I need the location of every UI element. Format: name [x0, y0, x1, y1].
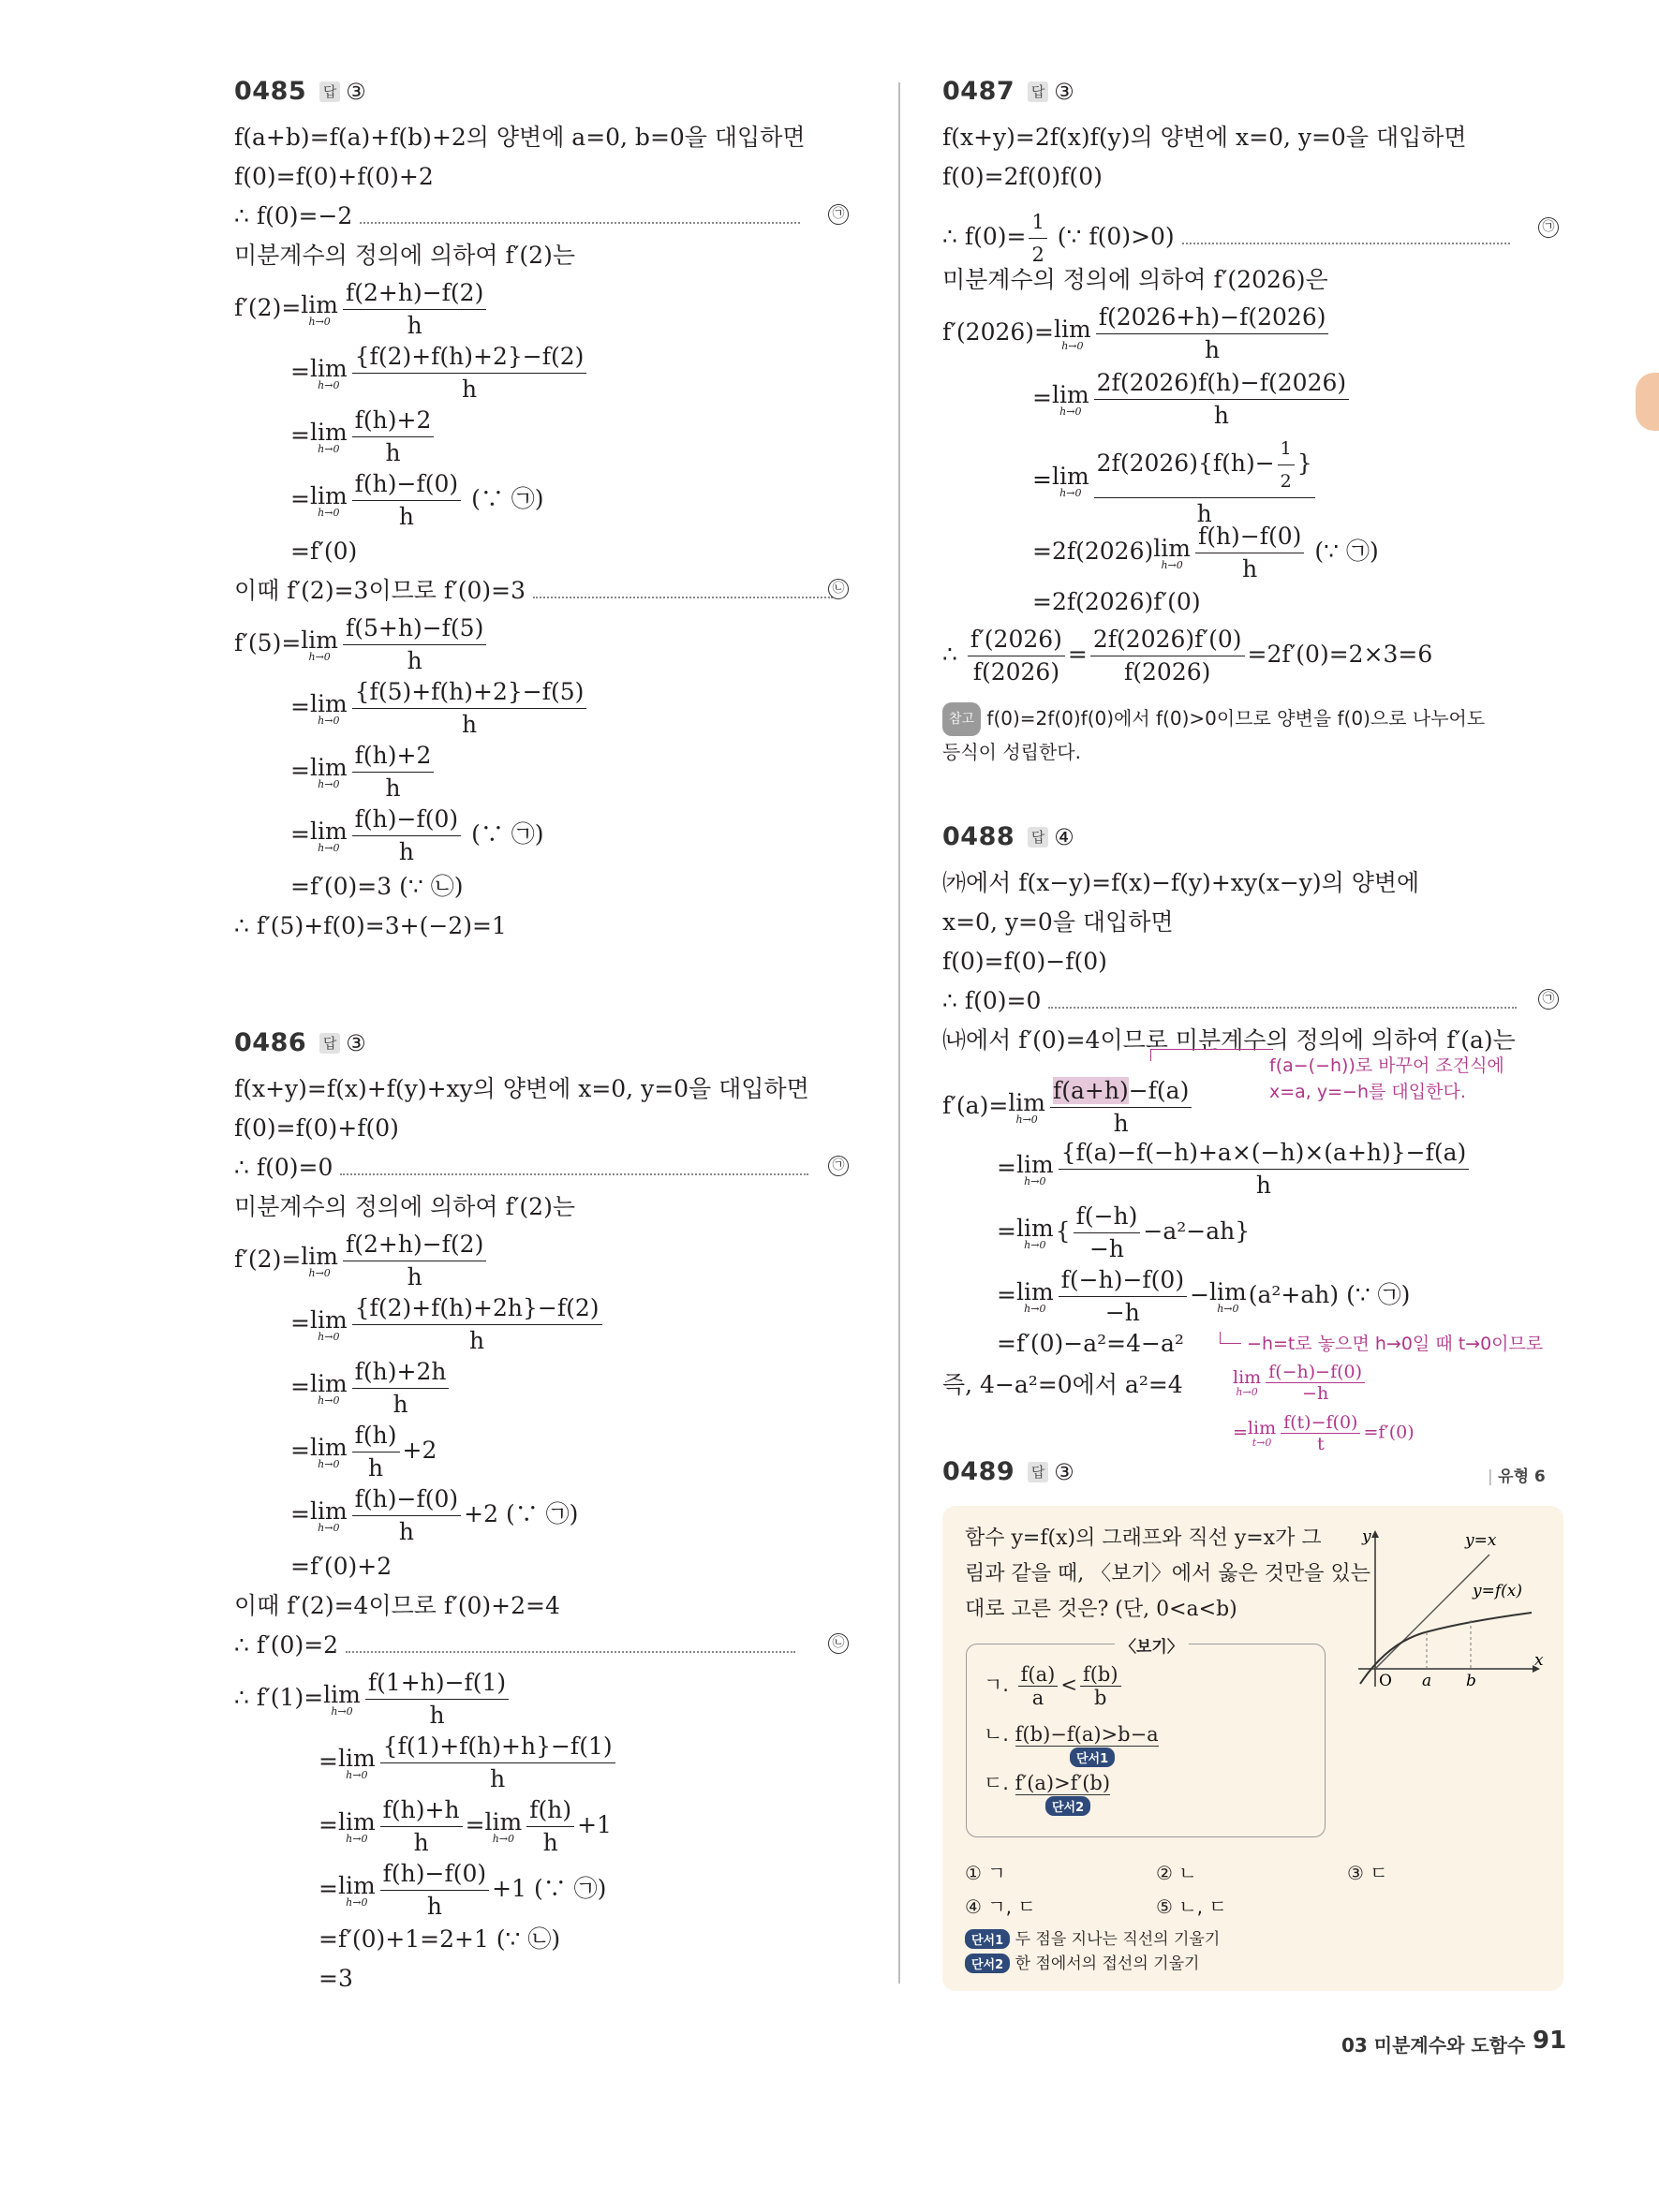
equation: = lim h→0 $\frac{\{f(2)+f(h)+2h\}-f(2)}{h}$	[290, 1292, 605, 1357]
answer-marker: 답	[1028, 81, 1048, 102]
circled-mark: ㉠	[1538, 989, 1559, 1010]
equation: =3	[318, 1965, 353, 1992]
equation: = lim h→0 $\frac{f(h)-f(0)}{h}$ (∵ ㉠)	[290, 470, 544, 530]
equation: = lim h→0 $\frac{\{f(2)+f(h)+2\}-f(2)}{h}$	[290, 341, 589, 406]
equation: = lim h→0 $\frac{f(h)+2}{h}$	[290, 405, 437, 469]
line-label: y=x	[1465, 1531, 1497, 1550]
problem-0489-header	[942, 1457, 1074, 1486]
question-text: 함수 y=f(x)의 그래프와 직선 y=x가 그 림과 같을 때, 〈보기〉에서 옳은 것만을 있는 대로 고른 것은? (단, 0<a<b)	[965, 1526, 1370, 1621]
equation: =f′(0)=3 (∵ ㉡)	[290, 873, 464, 900]
equation: =2f(2026)f′(0)	[1032, 588, 1201, 615]
answer-marker: 답	[319, 81, 340, 102]
choice-5[interactable]: ⑤ ㄴ, ㄷ	[1156, 1895, 1227, 1918]
choice-1[interactable]: ① ㄱ	[965, 1862, 1006, 1884]
text-line: 이때 f′(2)=3이므로 f′(0)=3	[234, 575, 833, 607]
text-line: 즉, 4−a²=0에서 a²=4	[942, 1371, 1183, 1398]
problem-0487-header	[942, 77, 1074, 106]
equation: = lim h→0 2f(2026){f(h)− $\frac{1}{2}$ } h	[1032, 433, 1318, 530]
text-line: f(x+y)=2f(x)f(y)의 양변에 x=0, y=0을 대입하면	[942, 124, 1467, 151]
equation: = lim h→0 $\frac{f(h)}{h}$ +2	[290, 1422, 437, 1482]
bogi-item-3: ㄷ. f′(a)>f′(b)	[984, 1772, 1111, 1794]
hint-line-2: 단서2 한 점에서의 접선의 기울기	[965, 1950, 1199, 1973]
problem-number: 0486	[234, 1028, 307, 1057]
text-line: 미분계수의 정의에 의하여 f′(2)는	[234, 242, 575, 269]
bogi-item-1: ㄱ. $\frac{f(a)}{a}$ < $\frac{f(b)}{b}$	[984, 1663, 1124, 1709]
equation: = lim h→0 $\frac{f(h)+h}{h}$ = lim h→0 $\frac{f(h)}{h}$ +1	[318, 1796, 612, 1856]
answer-value: ③	[346, 1030, 366, 1056]
y-axis-label: y	[1362, 1527, 1371, 1546]
annotation-arrow	[1150, 1049, 1273, 1061]
equation: =f′(0)	[290, 538, 358, 565]
annotation-variable-change: −h=t로 놓으면 h→0일 때 t→0이므로	[1220, 1330, 1543, 1355]
x-axis-label: x	[1534, 1651, 1544, 1670]
text-line: ∴ f(0)=0	[942, 985, 1517, 1017]
problem-number: 0487	[942, 77, 1015, 106]
equation: = lim h→0 $\frac{\{f(1)+f(h)+h\}-f(1)}{h}$	[318, 1731, 618, 1795]
text-line: f(0)=f(0)+f(0)	[234, 1114, 399, 1142]
text-line: ∴ f′(5)+f(0)=3+(−2)=1	[234, 912, 507, 939]
problem-0485-header	[234, 77, 366, 106]
text-line: f(x+y)=f(x)+f(y)+xy의 양변에 x=0, y=0을 대입하면	[234, 1075, 809, 1102]
problem-number: 0489	[942, 1457, 1015, 1486]
equation: = lim h→0 $\frac{2f(2026)f(h)-f(2026)}{h}$	[1032, 367, 1352, 432]
equation: f′(2)= lim h→0 $\frac{f(2+h)-f(2)}{h}$	[234, 277, 489, 342]
circled-mark: ㉡	[828, 1633, 849, 1654]
answer-value: ③	[1054, 1459, 1074, 1485]
equation: =f′(0)+1=2+1 (∵ ㉡)	[318, 1925, 561, 1953]
equation: = lim h→0 $\frac{f(h)+2h}{h}$	[290, 1356, 452, 1421]
bogi-title: 〈보기〉	[1115, 1633, 1189, 1657]
text-line: f(0)=f(0)−f(0)	[942, 948, 1107, 975]
circled-mark: ㉡	[828, 579, 849, 599]
circled-mark: ㉠	[1538, 217, 1559, 238]
equation: = lim h→0 $\frac{f(-h)-f(0)}{-h}$ − lim h→0 (a²+ah) (∵ ㉠)	[997, 1266, 1411, 1326]
equation: =2f(2026) lim h→0 $\frac{f(h)-f(0)}{h}$ (∵ ㉠)	[1032, 523, 1379, 582]
curve-label: y=f(x)	[1473, 1582, 1522, 1600]
note-tag: 참고	[942, 702, 981, 736]
function-graph	[1349, 1523, 1549, 1691]
origin-label: O	[1379, 1672, 1392, 1690]
column-divider	[898, 82, 900, 1983]
equation: = lim h→0 $\frac{\{f(a)-f(-h)+a\times(-h)\times(a+h)\}-f(a)}{h}$	[997, 1137, 1472, 1202]
type-label: | 유형 6	[1488, 1467, 1546, 1486]
equation: = lim h→0 $\frac{f(h)-f(0)}{h}$ +2 (∵ ㉠)	[290, 1485, 579, 1545]
circled-mark: ㉠	[828, 1156, 849, 1176]
text-line: ㈏에서 f′(0)=4이므로 미분계수의 정의에 의하여 f′(a)는	[942, 1026, 1516, 1054]
answer-marker: 답	[1028, 1462, 1048, 1482]
hint-badge-2: 단서2	[1045, 1796, 1090, 1816]
a-label: a	[1422, 1672, 1432, 1690]
text-line: ㈎에서 f(x−y)=f(x)−f(y)+xy(x−y)의 양변에	[942, 869, 1420, 896]
reference-note: 참고 f(0)=2f(0)f(0)에서 f(0)>0이므로 양변을 f(0)으로 나누어도 등식이 성립한다.	[942, 702, 1485, 768]
equation: = lim h→0 $\frac{f(h)-f(0)}{h}$ (∵ ㉠)	[290, 805, 544, 865]
choice-2[interactable]: ② ㄴ	[1156, 1862, 1197, 1884]
answer-value: ③	[346, 79, 366, 105]
answer-value: ③	[1054, 79, 1074, 105]
answer-value: ④	[1054, 824, 1074, 850]
line-y-equals-x	[1375, 1555, 1489, 1669]
problem-0488-header	[942, 822, 1074, 851]
equation: f′(2)= lim h→0 $\frac{f(2+h)-f(2)}{h}$	[234, 1229, 489, 1293]
equation: = lim h→0 $\frac{\{f(5)+f(h)+2\}-f(5)}{h}$	[290, 676, 589, 741]
equation: =f′(0)−a²=4−a²	[997, 1330, 1184, 1357]
text-line: f(0)=2f(0)f(0)	[942, 163, 1103, 190]
text-line: 이때 f′(2)=4이므로 f′(0)+2=4	[234, 1592, 560, 1619]
text-line: 미분계수의 정의에 의하여 f′(2026)은	[942, 266, 1328, 293]
problem-0486-header	[234, 1028, 366, 1057]
hint-badge-1: 단서1	[1070, 1747, 1115, 1767]
hint-line-1: 단서1 두 점을 지나는 직선의 기울기	[965, 1925, 1220, 1949]
text-line: ∴ f(0)=0	[234, 1152, 808, 1184]
chapter-side-tab	[1636, 373, 1659, 431]
equation: ∴ f′(1)= lim h→0 $\frac{f(1+h)-f(1)}{h}$	[234, 1667, 511, 1732]
circled-mark: ㉠	[828, 204, 849, 225]
page-number: 91	[1533, 2027, 1567, 2055]
equation: = lim h→0 $\frac{f(h)-f(0)}{h}$ +1 (∵ ㉠)	[318, 1860, 607, 1920]
equation: f′(2026)= lim h→0 $\frac{f(2026+h)-f(2026)}{h}$	[942, 302, 1331, 366]
choice-4[interactable]: ④ ㄱ, ㄷ	[965, 1895, 1036, 1918]
text-line: 미분계수의 정의에 의하여 f′(2)는	[234, 1193, 575, 1220]
b-label: b	[1466, 1672, 1476, 1690]
text-line: ∴ f(0)=−2	[234, 200, 800, 232]
equation: =f′(0)+2	[290, 1553, 393, 1580]
problem-number: 0485	[234, 77, 307, 106]
problem-number: 0488	[942, 822, 1015, 851]
text-line: ∴ f(0)= $\frac{1}{2}$ (∵ f(0)>0)	[942, 206, 1510, 271]
answer-marker: 답	[1028, 827, 1048, 848]
equation: f′(a)= lim h→0 $\frac{f(a+h)-f(a)}{h}$	[942, 1075, 1194, 1140]
annotation-limit: = lim t→0 $\frac{f(t)-f(0)}{t}$ =f′(0)	[1233, 1412, 1415, 1454]
equation: = lim h→0 { $\frac{f(-h)}{-h}$ −a²−ah}	[997, 1202, 1251, 1262]
equation: f′(5)= lim h→0 $\frac{f(5+h)-f(5)}{h}$	[234, 612, 489, 677]
answer-marker: 답	[319, 1033, 340, 1054]
bogi-item-2: ㄴ. f(b)−f(a)>b−a	[984, 1723, 1159, 1746]
text-line: f(a+b)=f(a)+f(b)+2의 양변에 a=0, b=0을 대입하면	[234, 124, 806, 151]
text-line: ∴ f′(0)=2	[234, 1630, 795, 1661]
annotation-limit: lim h→0 $\frac{f(-h)-f(0)}{-h}$	[1233, 1362, 1368, 1404]
text-line: x=0, y=0을 대입하면	[942, 908, 1174, 936]
choice-3[interactable]: ③ ㄷ	[1347, 1862, 1388, 1884]
equation: = lim h→0 $\frac{f(h)+2}{h}$	[290, 740, 437, 804]
footer-chapter: 03 미분계수와 도함수	[1341, 2034, 1526, 2057]
y-axis-arrow	[1371, 1530, 1379, 1538]
annotation-substitution: f(a−(−h))로 바꾸어 조건식에 x=a, y=−h를 대입한다.	[1269, 1055, 1504, 1102]
text-line: f(0)=f(0)+f(0)+2	[234, 163, 434, 190]
equation: ∴ $\frac{f'(2026)}{f(2026)}$ = $\frac{2f(2026)f'(0)}{f(2026)}$ =2f′(0)=2×3=6	[942, 626, 1433, 686]
